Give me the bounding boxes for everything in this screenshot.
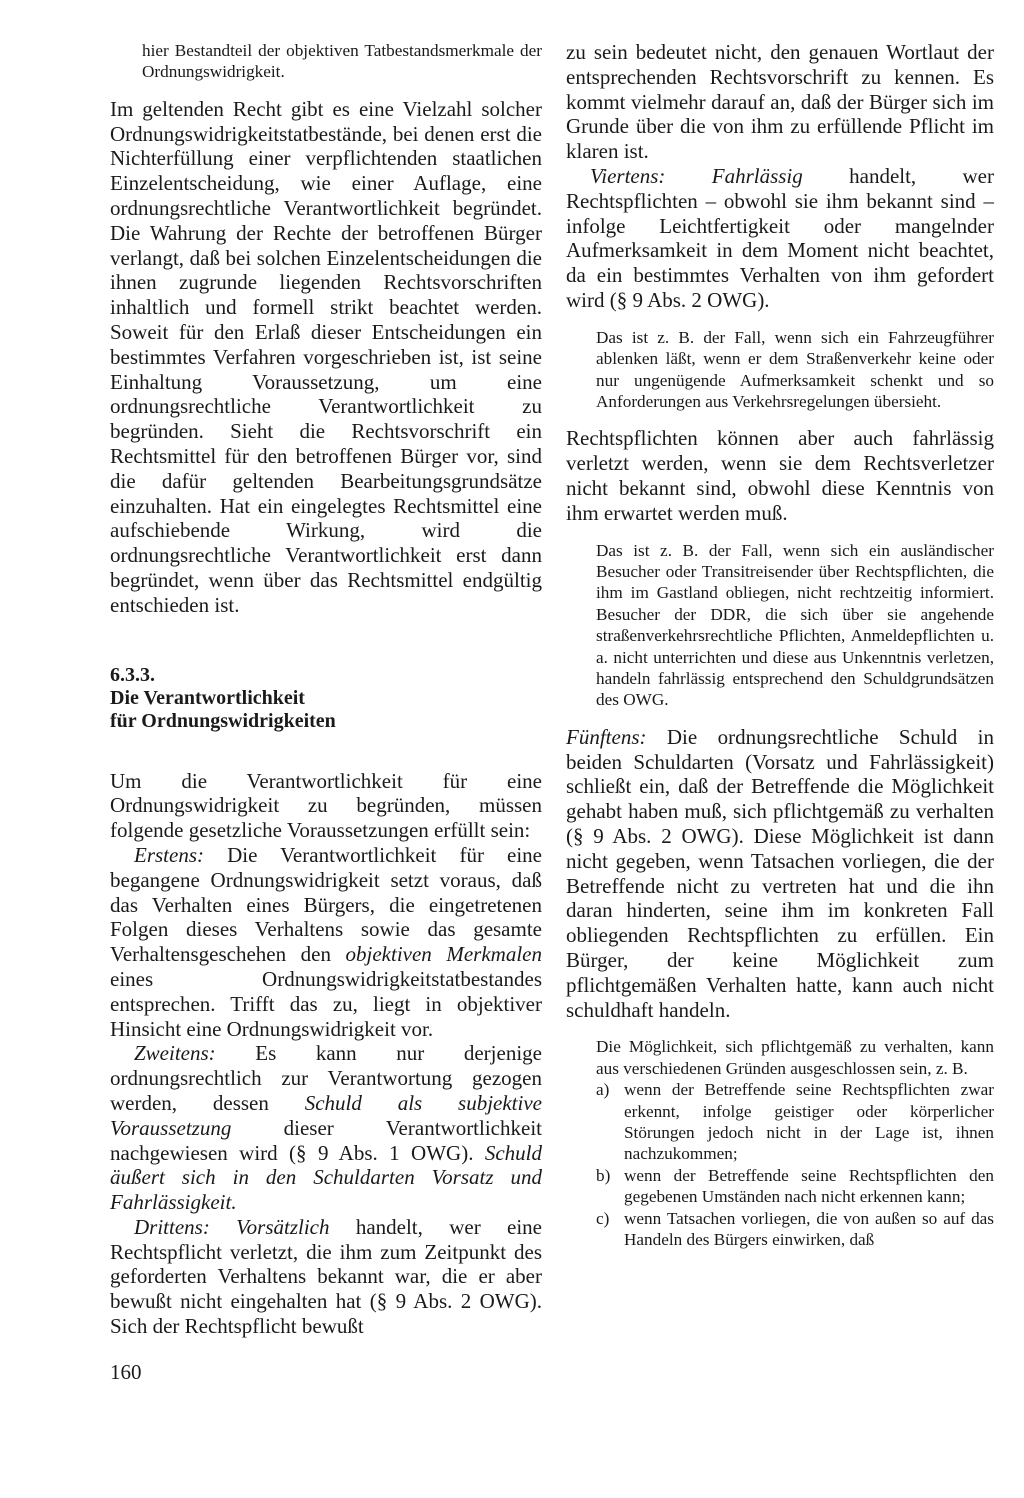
list-item: a) wenn der Betreffende seine Rechtspflichten zwar erkennt, infolge geistiger oder körperlicher Störungen jedoch nicht in der Lage ist, ihnen nachzukommen; [596,1080,994,1164]
italic-label: Drittens: Vorsätzlich [134,1214,330,1239]
paragraph: Zweitens: Es kann nur derjenige ordnungsrechtlich zur Verantwortung gezogen werden, dessen Schuld als subjektive Voraussetzung dieser Verantwortlichkeit nachgewiesen wird (§ 9 Abs. 1 OWG). Schuld äußert sich in den Schuldarten Vorsatz und Fahrlässigkeit. [110,1041,542,1215]
list-item: c) wenn Tatsachen vorliegen, die von außen so auf das Handeln des Bürgers einwirken, daß [596,1208,994,1250]
example-intro: Die Möglichkeit, sich pflichtgemäß zu verhalten, kann aus verschiedenen Gründen ausgeschlossen sein, z. B. [596,1037,994,1078]
example-block [566,1036,994,1250]
paragraph: Fünftens: Die ordnungsrechtliche Schuld in beiden Schuldarten (Vorsatz und Fahrlässigkeit) schließt ein, daß der Betreffende die Möglichkeit gehabt haben muß, sich pflichtgemäß zu verhalten (§ 9 Abs. 2 OWG). Diese Möglichkeit ist dann nicht gegeben, wenn Tatsachen vorliegen, die der Betreffende nicht zu vertreten hat und die ihn daran hinderten, seine ihm im konkreten Fall obliegenden Rechtspflichten zu erfüllen. Ein Bürger, der keine Möglichkeit zum pflichtgemäßen Verhalten hatte, kann auch nicht schuldhaft handeln. [566,724,994,1022]
list-item: b) wenn der Betreffende seine Rechtspflichten den gegebenen Umständen nach nicht erkennen kann; [596,1165,994,1207]
italic-label: Zweitens: [134,1041,216,1066]
left-column [110,40,542,1339]
section-heading [110,664,542,733]
section-title-line-1: Die Verantwortlichkeit [110,686,305,709]
example-text: Das ist z. B. der Fall, wenn sich ein ausländischer Besucher oder Transitreisender über Rechtspflichten, die ihm im Gastland obliegen, nicht rechtzeitig informiert. Besucher der DDR, die sich über sie angehende straßenverkehrsrechtliche Pflichten, Anmeldepflichten u. a. nicht unterrichten und diese aus Unkenntnis verletzen, handeln fahrlässig entsprechend den Schuldgrundsätzen des OWG. [596,540,994,710]
page-number: 160 [110,1360,142,1384]
paragraph: Um die Verantwortlichkeit für eine Ordnungswidrigkeit zu begründen, müssen folgende gesetzliche Voraussetzungen erfüllt sein: [110,768,542,843]
reason-list [596,1079,994,1250]
paragraph: Im geltenden Recht gibt es eine Vielzahl solcher Ordnungswidrigkeitstatbestände, bei denen erst die Nichterfüllung einer verpflichtenden staatlichen Einzelentscheidung, wie einer Auflage, eine ordnungsrechtliche Verantwortlichkeit begründet. Die Wahrung der Rechte der betroffenen Bürger verlangt, daß bei solchen Einzelentscheidungen die ihnen zugrunde liegenden Rechtsvorschriften inhaltlich und formell strikt beachtet werden. Soweit für den Erlaß dieser Entscheidungen ein bestimmtes Verfahren vorgeschrieben ist, ist seine Einhaltung Voraussetzung, um eine ordnungsrechtliche Verantwortlichkeit zu begründen. Sieht die Rechtsvorschrift ein Rechtsmittel für den betroffenen Bürger vor, sind die dafür geltenden Bearbeitungsgrundsätze einzuhalten. Hat ein eingelegtes Rechtsmittel eine aufschiebende Wirkung, wird die ordnungsrechtliche Verantwortlichkeit erst dann begründet, wenn über das Rechtsmittel endgültig entschieden ist. [110,96,542,617]
section-number: 6.3.3. [110,663,155,686]
example-text: Das ist z. B. der Fall, wenn sich ein Fahrzeugführer ablenken läßt, wenn er dem Straßenverkehr keine oder nur ungenügende Aufmerksamkeit schenkt und so Anforderungen aus Verkehrsregelungen übersieht. [596,327,994,411]
paragraph: zu sein bedeutet nicht, den genauen Wortlaut der entsprechenden Rechtsvorschrift zu kennen. Es kommt vielmehr darauf an, daß der Bürger sich im Grunde über die von ihm zu erfüllende Pflicht im klaren ist. [566,40,994,164]
section-title-line-2: für Ordnungswidrigkeiten [110,709,336,732]
paragraph: Rechtspflichten können aber auch fahrlässig verletzt werden, wenn sie dem Rechtsverletzer nicht bekannt sind, obwohl diese Kenntnis von ihm erwartet werden muß. [566,426,994,525]
paragraph: Drittens: Vorsätzlich handelt, wer eine Rechtspflicht verletzt, die ihm zum Zeitpunkt des geforderten Verhaltens bekannt war, die er aber bewußt nicht eingehalten hat (§ 9 Abs. 2 OWG). Sich der Rechtspflicht bewußt [110,1214,542,1339]
italic-label: Viertens: Fahrlässig [590,163,803,188]
continued-example-text: hier Bestandteil der objektiven Tatbestandsmerkmale der Ordnungswidrigkeit. [142,41,542,82]
italic-label: Fünftens: [566,724,647,749]
italic-label: Erstens: [134,842,204,867]
paragraph: Viertens: Fahrlässig handelt, wer Rechtspflichten – obwohl sie ihm bekannt sind – infolge Leichtfertigkeit oder mangelnder Aufmerksamkeit in dem Moment nicht beachtet, da ein bestimmtes Verhalten von ihm gefordert wird (§ 9 Abs. 2 OWG). [566,163,994,312]
right-column [566,40,994,1250]
paragraph: Erstens: Die Verantwortlichkeit für eine begangene Ordnungswidrigkeit setzt voraus, daß das Verhalten eines Bürgers, die eingetretenen Folgen dieses Verhaltens sowie das gesamte Verhaltensgeschehen den objektiven Merkmalen eines Ordnungswidrigkeitstatbestandes entsprechen. Trifft das zu, liegt in objektiver Hinsicht eine Ordnungswidrigkeit vor. [110,842,542,1041]
